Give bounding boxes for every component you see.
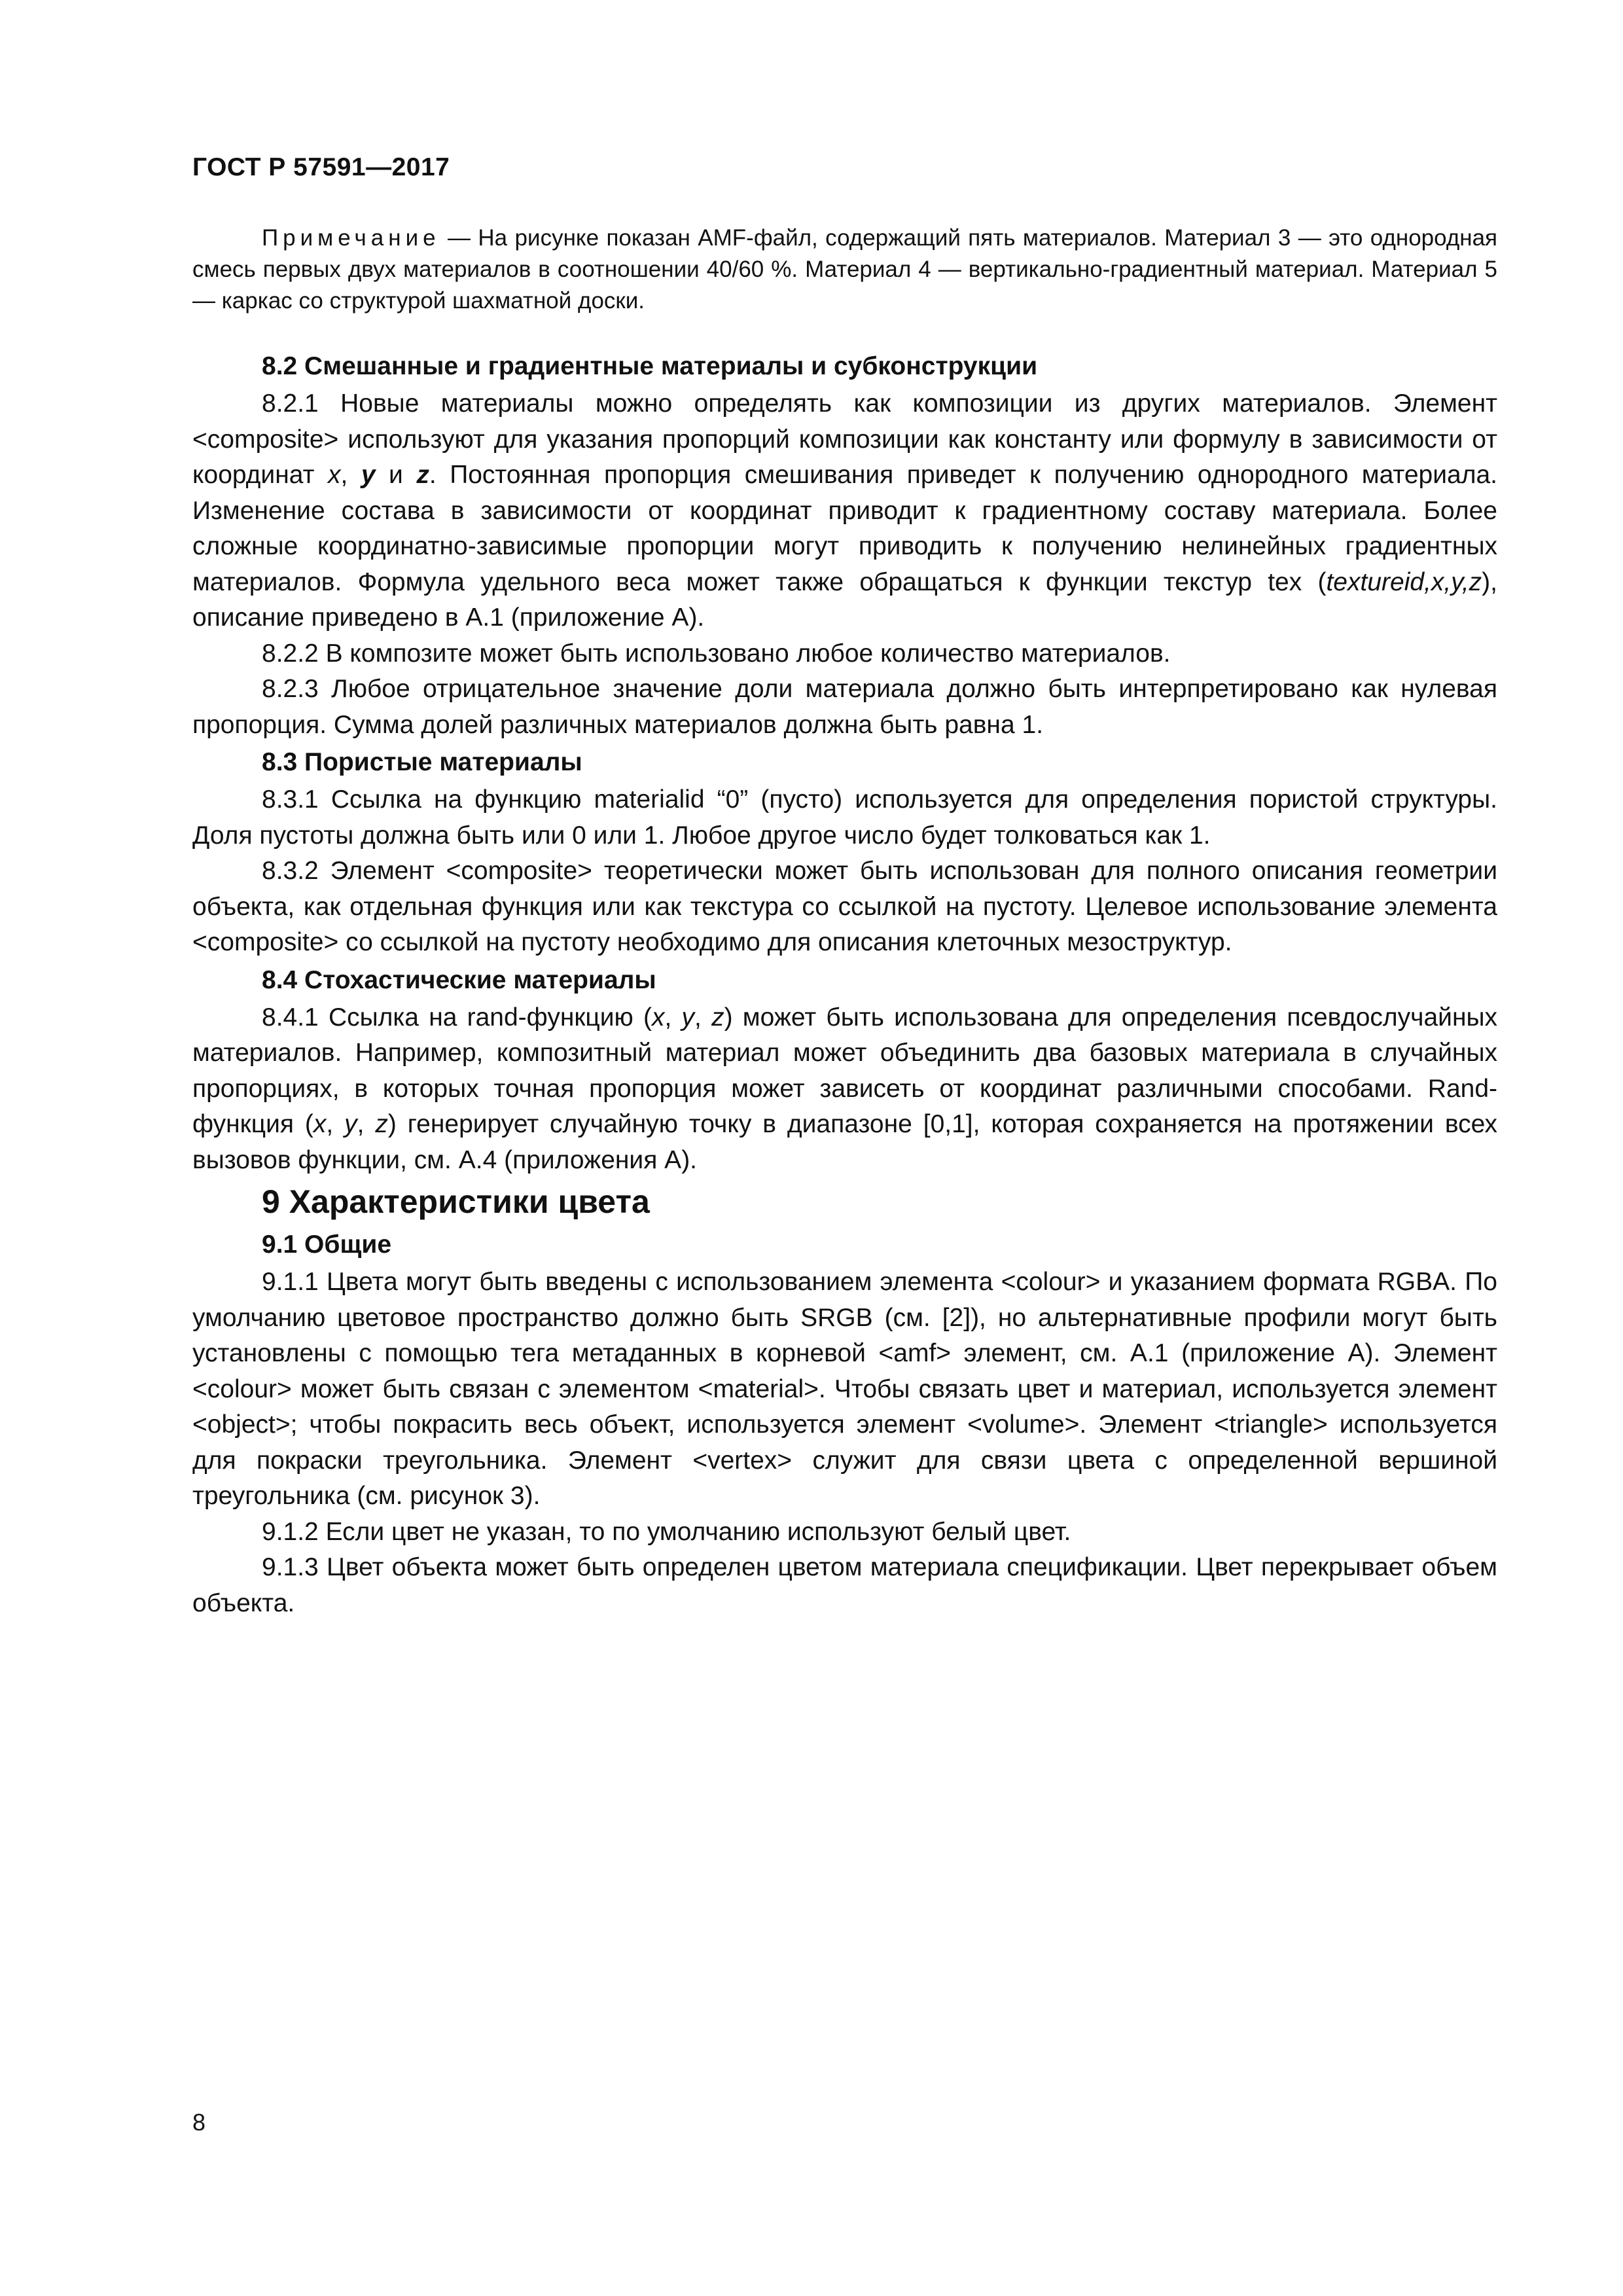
text-run: ) генерирует случайную точку в диапазоне [0,1], которая сохраняется на протяжении всех вызовов функции, см. А.4 (приложения А). — [192, 1110, 1497, 1174]
text-run: ) может быть использована для определения псевдослучайных материалов. Например, композитный материал может объединить два базовых материала в случайных пропорциях, в которых точная пропорция может зависеть от координат различными способами. Rand-функция ( — [192, 1003, 1498, 1138]
italic-var: x — [313, 1110, 327, 1138]
italic-var: z — [416, 461, 429, 489]
section-9-title: 9 Характеристики цвета — [262, 1183, 650, 1220]
paragraph-9-1-2: 9.1.2 Если цвет не указан, то по умолчанию используют белый цвет. — [262, 1517, 1071, 1546]
paragraph-8-3-2: 8.3.2 Элемент <composite> теоретически может быть использован для полного описания геометрии объекта, как отдельная функция или как текстура со ссылкой на пустоту. Целевое использование элемента <composite> со ссылкой на пустоту необходимо для описания клеточных мезоструктур. — [192, 857, 1497, 956]
text-run: ), описание приведено в А.1 (приложение А). — [192, 567, 1497, 632]
text-run: , — [340, 461, 361, 489]
italic-var: y — [344, 1110, 357, 1138]
paragraph-8-4-1 — [192, 1000, 1497, 1179]
paragraph-9-1-3: 9.1.3 Цвет объекта может быть определен цветом материала спецификации. Цвет перекрывает объем объекта. — [192, 1553, 1497, 1617]
text-run: , — [694, 1003, 712, 1031]
italic-var: z — [711, 1003, 724, 1031]
text-run: , — [326, 1110, 345, 1138]
text-run: , — [664, 1003, 682, 1031]
section-8-3-title: 8.3 Пористые материалы — [262, 748, 582, 776]
text-run: 8.2.1 Новые материалы можно определять как композиции из других материалов. Элемент <composite> используют для указания пропорций композиции как константу или формулу в зависимости от координат — [192, 389, 1497, 489]
section-8-4-title: 8.4 Стохастические материалы — [262, 965, 656, 994]
paragraph-9-1-1: 9.1.1 Цвета могут быть введены с использованием элемента <colour> и указанием формата RGBA. По умолчанию цветовое пространство должно быть SRGB (см. [2]), но альтернативные профили могут быть установлены с помощью тега метаданных в корневой <amf> элемент, см. А.1 (приложение А). Элемент <colour> может быть связан с элементом <material>. Чтобы связать цвет и материал, используется элемент <object>; чтобы покрасить весь объект, используется элемент <volume>. Элемент <triangle> используется для покраски треугольника. Элемент <vertex> служит для связи цвета с определенной вершиной треугольника (см. рисунок 3). — [192, 1268, 1497, 1510]
text-run: и — [375, 461, 417, 489]
italic-var: x — [651, 1003, 665, 1031]
text-run: , — [357, 1110, 376, 1138]
italic-var: y — [681, 1003, 695, 1031]
italic-var: y — [361, 461, 376, 489]
paragraph-8-2-3: 8.2.3 Любое отрицательное значение доли материала должно быть интерпретировано как нулевая пропорция. Сумма долей различных материалов должна быть равна 1. — [192, 675, 1497, 739]
document-header: ГОСТ Р 57591—2017 — [192, 153, 450, 181]
italic-args: textureid,x,y,z — [1326, 567, 1482, 596]
paragraph-8-2-1 — [192, 386, 1497, 636]
section-8-2-title: 8.2 Смешанные и градиентные материалы и субконструкции — [262, 352, 1038, 380]
section-9-1-title: 9.1 Общие — [262, 1230, 392, 1259]
note-paragraph — [192, 223, 1497, 317]
text-run: 8.4.1 Ссылка на rand-функцию ( — [262, 1003, 652, 1031]
italic-var: x — [327, 461, 341, 489]
paragraph-8-2-2: 8.2.2 В композите может быть использовано любое количество материалов. — [262, 639, 1171, 668]
note-text: — На рисунке показан AMF-файл, содержащий пять материалов. Материал 3 — это однородная смесь первых двух материалов в соотношении 40/60 %. Материал 4 — вертикально-градиентный материал. Материал 5 — каркас со структурой шахматной доски. — [192, 225, 1497, 314]
note-block — [192, 223, 1497, 317]
text-run: . Постоянная пропорция смешивания приведет к получению однородного материала. Изменение состава в зависимости от координат приводит к градиентному составу материала. Более сложные координатно-зависимые пропорции могут приводить к получению нелинейных градиентных материалов. Формула удельного веса может также обращаться к функции текстур tex ( — [192, 461, 1497, 596]
page-number: 8 — [192, 2109, 206, 2136]
italic-var: z — [375, 1110, 388, 1138]
main-content — [192, 347, 1497, 1621]
note-label: Примечание — [262, 225, 440, 251]
paragraph-8-3-1: 8.3.1 Ссылка на функцию materialid “0” (пусто) используется для определения пористой структуры. Доля пустоты должна быть или 0 или 1. Любое другое число будет толковаться как 1. — [192, 785, 1497, 850]
